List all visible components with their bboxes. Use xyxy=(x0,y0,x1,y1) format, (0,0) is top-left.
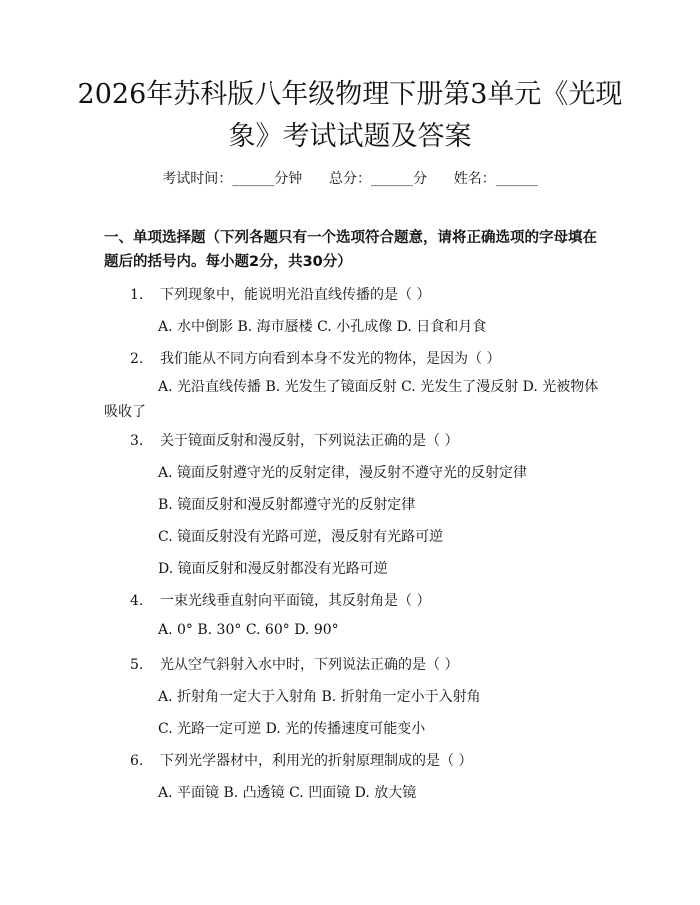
time-blank: ______ xyxy=(232,171,275,187)
question-2-options: A. 光沿直线传播 B. 光发生了镜面反射 C. 光发生了漫反射 D. 光被物体吸收了 xyxy=(104,379,599,420)
section-heading: 一、单项选择题（下列各题只有一个选项符合题意，请将正确选项的字母填在题后的括号内。每小题2分，共30分） xyxy=(104,230,597,270)
score-blank: ______ xyxy=(371,171,413,187)
question-3-option-d: D. 镜面反射和漫反射都没有光路可逆 xyxy=(158,561,388,577)
question-4 xyxy=(130,590,430,610)
exam-meta xyxy=(0,168,700,188)
time-unit: 分钟 xyxy=(274,171,303,187)
score-unit: 分 xyxy=(413,171,427,187)
question-6 xyxy=(130,750,472,770)
question-6-options: A. 平面镜 B. 凸透镜 C. 凹面镜 D. 放大镜 xyxy=(158,785,417,801)
question-text: 我们能从不同方向看到本身不发光的物体，是因为（ ） xyxy=(160,351,501,367)
question-number: 3. xyxy=(130,433,144,449)
question-text: 关于镜面反射和漫反射，下列说法正确的是（ ） xyxy=(160,433,459,449)
question-number: 6. xyxy=(130,753,144,769)
exam-title: 2026年苏科版八年级物理下册第3单元《光现象》考试试题及答案 xyxy=(77,79,623,152)
question-text: 下列现象中，能说明光沿直线传播的是（ ） xyxy=(160,287,431,303)
question-text: 光从空气斜射入水中时，下列说法正确的是（ ） xyxy=(160,657,459,673)
question-3-option-b: B. 镜面反射和漫反射都遵守光的反射定律 xyxy=(158,497,416,513)
question-number: 1. xyxy=(130,287,144,303)
time-label: 考试时间： xyxy=(162,171,233,187)
question-2 xyxy=(130,348,500,368)
question-number: 2. xyxy=(130,351,144,367)
score-label: 总分： xyxy=(329,171,371,187)
question-number: 5. xyxy=(130,657,144,673)
question-number: 4. xyxy=(130,593,144,609)
name-blank: ______ xyxy=(495,171,538,187)
question-5 xyxy=(130,654,458,674)
question-1-options: A. 水中倒影 B. 海市蜃楼 C. 小孔成像 D. 日食和月食 xyxy=(158,319,487,335)
question-4-options: A. 0° B. 30° C. 60° D. 90° xyxy=(158,622,339,638)
question-1 xyxy=(130,284,430,304)
name-label: 姓名： xyxy=(453,171,496,187)
question-5-options-cd: C. 光路一定可逆 D. 光的传播速度可能变小 xyxy=(158,721,426,737)
question-5-options-ab: A. 折射角一定大于入射角 B. 折射角一定小于入射角 xyxy=(158,689,481,705)
question-3-option-a: A. 镜面反射遵守光的反射定律，漫反射不遵守光的反射定律 xyxy=(158,465,528,481)
question-3 xyxy=(130,430,458,450)
question-text: 下列光学器材中，利用光的折射原理制成的是（ ） xyxy=(160,753,473,769)
question-3-option-c: C. 镜面反射没有光路可逆，漫反射有光路可逆 xyxy=(158,529,444,545)
question-text: 一束光线垂直射向平面镜，其反射角是（ ） xyxy=(160,593,431,609)
